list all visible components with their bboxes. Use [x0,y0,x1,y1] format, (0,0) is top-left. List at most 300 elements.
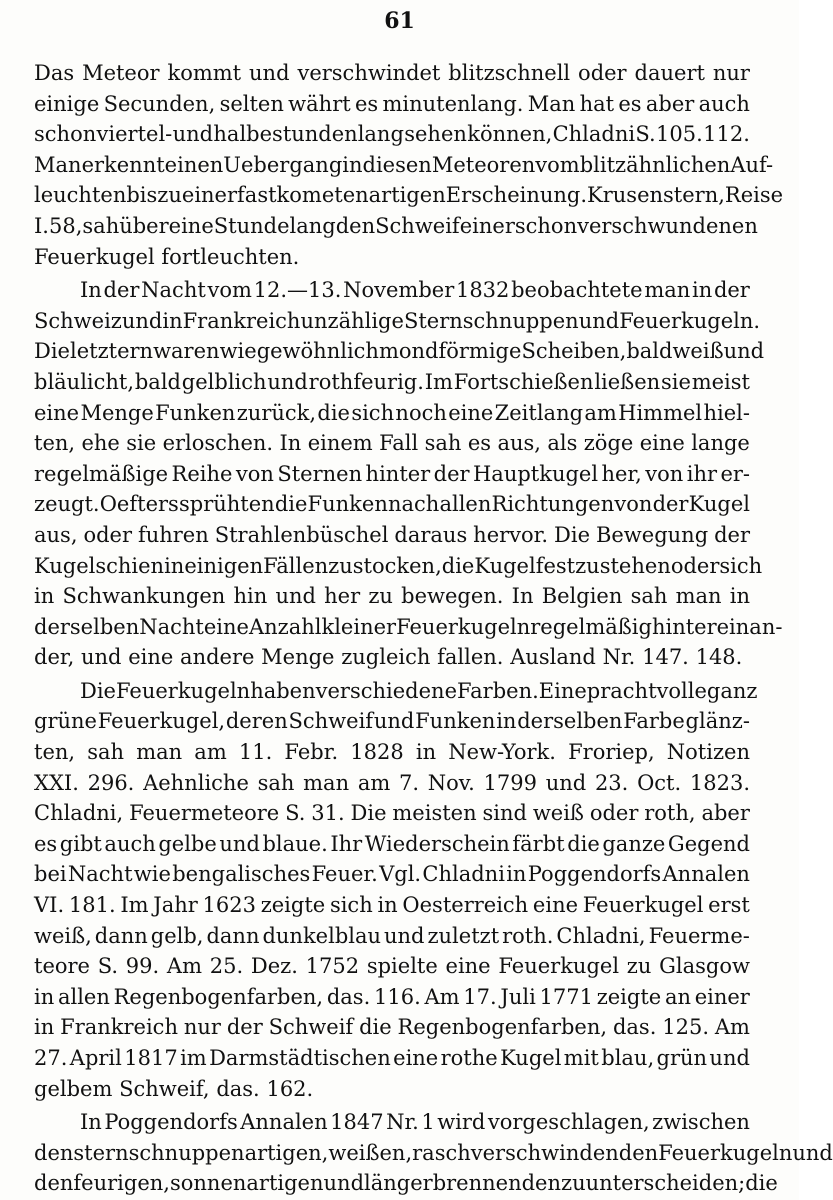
word: Glasgow [659,954,750,979]
word: Sternschnuppen [403,308,579,333]
word: Feuerkugel, [97,709,226,734]
word: eine [34,400,80,425]
text-line [34,890,750,921]
word: Schweif [268,1015,354,1040]
word: derselben [34,614,140,639]
word: gewöhnlich [256,339,379,364]
text-line [34,89,750,120]
word: in [34,584,55,609]
text-line [34,459,750,490]
text-line [34,398,750,429]
word: eine [128,645,174,670]
word: fortleuchten. [161,244,300,269]
word: weiß, [34,923,92,948]
word: und [267,369,308,394]
word: zu [157,183,182,208]
word: Vgl. [379,862,422,887]
word: Ihr [330,831,363,856]
word: allen [57,984,110,1009]
word: Nov. [427,770,475,795]
word: vom [207,278,252,303]
word: Kugel [500,1046,562,1070]
word: Die [34,339,70,364]
word: Im [424,369,453,394]
word: wird [437,1110,486,1135]
word: waren [153,339,220,364]
word: blitzschnell [448,61,571,85]
page-number: 61 [384,8,415,34]
word: Nr. [602,645,636,670]
word: am [194,740,227,765]
word: in [691,278,713,303]
word: nur [183,1015,221,1040]
word: sah [630,584,668,609]
word: raschverschwindenden [412,1140,659,1165]
word: kommt [167,61,242,85]
word: Krusenstern, [587,183,725,208]
word: bald [626,339,673,364]
word: beobachtete [511,278,643,303]
word: man [136,740,183,765]
word: es [354,91,379,116]
word: spielte [366,954,438,979]
word: bengalisches [172,862,311,887]
word: Chladni, [556,923,646,948]
word: bei [34,862,67,887]
word: zu [626,954,652,979]
word: und [219,831,260,856]
word: aus, [34,522,78,547]
word: sah [257,770,295,795]
word: Funken [307,492,388,517]
word: 148. [695,645,743,670]
word: vorgeschlagen, [487,1110,650,1135]
word: Zeitlang [494,400,584,425]
word: Im [120,893,149,918]
word: 112. [703,122,750,147]
word: das. [216,1076,260,1101]
word: Juli [500,984,536,1009]
word: 7. [398,770,420,795]
word: Poggendorfs [527,862,662,887]
word: zwischen [652,1110,750,1135]
word: minutenlang. [382,91,524,116]
word: sind [482,801,527,826]
word: verschwundenen [577,213,758,238]
word: Funken [155,400,236,425]
word: Chladni, [34,801,124,826]
word: einen [164,152,224,177]
word: eine [445,954,491,979]
word: In [511,584,534,609]
word: aus, [497,431,541,456]
word: dauert [634,61,705,85]
word: sich [719,553,763,578]
word: ihr [686,461,718,486]
word: hinter [365,461,431,486]
word: meisten [392,801,477,826]
word: zöge [583,431,634,456]
text-line [34,1043,750,1074]
text-line [34,180,784,211]
word: oder [589,801,639,826]
word: eine [393,1046,439,1070]
text-line [34,367,750,398]
word: Jahr [153,893,198,918]
word: Regenbogenfarben, [397,1015,608,1040]
word: festzustehen [535,553,671,578]
word: Notizen [666,740,750,765]
text-line [34,768,750,799]
paragraph [34,58,784,272]
word: Auf- [730,152,774,177]
word: oder [83,522,132,547]
word: in [342,152,363,177]
word: Hauptkugel [472,461,599,486]
word: Die [80,678,116,703]
word: 27. [34,1046,68,1070]
word: Himmel [618,400,703,425]
word: fallen. [437,645,504,670]
word: In [279,431,302,456]
word: und [384,923,425,948]
word: 125. [662,1015,710,1040]
word: sie [660,369,691,394]
text-line [34,489,750,520]
word: blitzähnlichen [579,152,731,177]
word: Reihe [171,461,233,486]
word: stocken, [352,553,442,578]
word: dann [206,923,260,948]
word: I. [34,213,49,238]
word: das. [612,1015,657,1040]
text-line [34,829,750,860]
word: Froriep, [568,740,655,765]
word: und [545,770,587,795]
text-line [34,951,750,982]
word: Feuerkugeln. [619,308,761,333]
word: im [180,1046,207,1070]
word: Annalen [240,1110,328,1135]
text-line [34,1138,833,1169]
text-line [34,211,758,242]
word: eine [532,893,579,918]
word: über [119,213,169,238]
word: sah [87,740,125,765]
word: Feuerkugel [34,244,155,269]
word: unterscheiden; [585,1171,746,1196]
word: 1799 [483,770,537,795]
word: bewegen. [401,584,504,609]
word: 99. [125,954,160,979]
word: Gegend [667,831,750,856]
word: und [172,122,214,147]
word: meist [691,369,750,394]
word: 23. [594,770,629,795]
word: zeugt. [34,492,100,517]
word: gibt [59,831,102,856]
word: vom [535,152,580,177]
word: auch [104,831,156,856]
word: Chladni [552,122,636,147]
word: mondförmige [378,339,522,364]
word: sehen [404,122,467,147]
word: Erscheinung. [445,183,588,208]
word: allen [439,492,492,517]
word: aber [645,91,695,116]
word: die [567,831,600,856]
text-line [34,520,750,551]
word: 1847 [330,1110,384,1135]
word: oder [578,61,627,85]
word: Annalen [662,862,750,887]
word: sich [329,893,373,918]
word: Reise [724,183,784,208]
word: Am [424,984,460,1009]
word: erkennt [81,152,165,177]
word: dann [94,923,148,948]
word: einer [459,213,515,238]
word: zu [328,553,353,578]
text-line [34,1168,778,1199]
text-line [34,1074,750,1105]
word: in [34,984,55,1009]
word: weiß [672,339,724,364]
word: es [618,91,642,116]
word: In [80,1110,102,1135]
word: 1752 [305,954,360,979]
word: und [121,308,163,333]
word: derselben [517,709,623,734]
word: oder [670,553,720,578]
word: Menge [261,645,335,670]
word: zeigte [596,984,662,1009]
word: und [249,61,290,85]
word: Feuermeteore [129,801,280,826]
word: Dez. [250,954,298,979]
text-line [34,921,750,952]
word: Menge [80,400,154,425]
word: 1817 [124,1046,178,1070]
word: 31. [311,801,345,826]
text-line [34,275,750,306]
word: man [675,584,722,609]
word: in [162,308,183,333]
word: es [34,831,58,856]
word: Die [350,801,387,826]
word: mit [563,1046,599,1070]
word: blaue. [262,831,328,856]
word: 12.—13. [253,278,342,303]
word: nach [388,492,440,517]
word: der [103,278,140,303]
word: hervor. [473,522,549,547]
word: Aehnliche [143,770,249,795]
word: Darmstädtischen [209,1046,391,1070]
word: grün [656,1046,708,1070]
word: leuchten [34,183,127,208]
word: sprühten [178,492,275,517]
text-line [34,336,765,367]
word: in [34,1015,55,1040]
word: gelb, [150,923,204,948]
word: währt [288,91,351,116]
word: Schweif [375,213,460,238]
word: und [578,308,620,333]
word: erloschen. [162,431,274,456]
word: der [226,1015,263,1040]
text-line [34,676,758,707]
word: und [709,1046,750,1070]
word: der [713,278,750,303]
text-line [34,581,750,612]
word: Fortschießen [453,369,594,394]
word: Nacht [139,614,204,639]
word: rothe [440,1046,498,1070]
word: Feuerkugel [582,893,704,918]
word: gelbe [158,831,217,856]
word: Eine [538,678,587,703]
word: Fällen [263,553,329,578]
word: Oefters [99,492,179,517]
word: Wiederschein [364,831,510,856]
word: eine [448,400,494,425]
word: brennenden [432,1171,561,1196]
word: grüne [34,709,97,734]
word: Frankreich [182,308,301,333]
word: schon [514,213,578,238]
word: roth, [644,801,696,826]
text-line [34,150,774,181]
word: Schwankungen [62,584,226,609]
word: einan- [716,614,783,639]
word: Nacht [67,862,133,887]
word: 1828 [350,740,404,765]
word: Man [527,91,576,116]
text-line [34,859,750,890]
word: lange [691,431,750,456]
word: daraus [394,522,468,547]
word: Strahlenbüschel [214,522,389,547]
word: haben [250,678,316,703]
word: zeigte [260,893,326,918]
word: einem [307,431,373,456]
word: bläulicht, [34,369,135,394]
word: der [714,522,750,547]
word: zu [368,584,393,609]
word: Feuerkugeln [115,678,251,703]
word: selten [219,91,284,116]
word: verschiedene [315,678,458,703]
word: der, [34,645,75,670]
word: 296. [87,770,135,795]
word: bis [126,183,158,208]
word: 11. [238,740,273,765]
word: er- [720,461,750,486]
word: in [415,740,437,765]
word: her [324,584,361,609]
word: ließen [594,369,661,394]
word: färbt [512,831,565,856]
word: Oesterreich [402,893,529,918]
word: roth. [502,923,554,948]
word: fast [237,183,277,208]
word: den [335,213,376,238]
word: einigen [184,553,264,578]
word: Oct. [637,770,682,795]
word: wie [219,339,257,364]
word: Richtungen [491,492,615,517]
word: 1832 [455,278,510,303]
text-line [34,1107,750,1138]
word: Farbe [623,709,685,734]
word: und [792,1140,833,1165]
text-line [34,612,783,643]
word: sonnenartigen [169,1171,324,1196]
word: halbestundenlang [213,122,404,147]
word: einer [181,183,238,208]
word: ganze [602,831,666,856]
word: fuhren [137,522,209,547]
word: S. [97,954,119,979]
word: eine [168,213,214,238]
word: der [433,461,470,486]
word: 1623 [202,893,256,918]
word: Sternen [277,461,363,486]
word: zurück, [236,400,317,425]
word: und [275,584,316,609]
paragraph [34,275,783,673]
word: zu [561,1171,586,1196]
word: man [303,770,350,795]
text-line [34,58,750,89]
word: her, [601,461,642,486]
word: sich [351,400,395,425]
word: unzählige [300,308,404,333]
text-line [34,642,750,673]
word: S. [285,801,306,826]
word: diesen [362,152,432,177]
word: Nacht [141,278,206,303]
word: Das [34,61,75,85]
word: sah [82,213,120,238]
word: erst [708,893,750,918]
word: und [81,645,122,670]
word: der [652,492,689,517]
word: in [729,584,750,609]
word: das. [326,984,371,1009]
word: Kugel [688,492,750,517]
word: Ausland [510,645,596,670]
word: am [584,400,617,425]
word: Am [166,954,203,979]
word: Feuerkugeln [396,614,531,639]
word: hat [579,91,615,116]
word: länger [364,1171,433,1196]
word: Feuerkugeln [658,1140,793,1165]
word: 58, [48,213,83,238]
word: Farben. [457,678,539,703]
word: Chladni [422,862,505,887]
word: als [547,431,578,456]
word: Man [34,152,82,177]
word: den [34,1140,74,1165]
word: 1771 [539,984,593,1009]
word: verschwindet [297,61,441,85]
word: Poggendorfs [104,1110,238,1135]
text-line [34,119,750,150]
word: 1 [421,1110,435,1135]
